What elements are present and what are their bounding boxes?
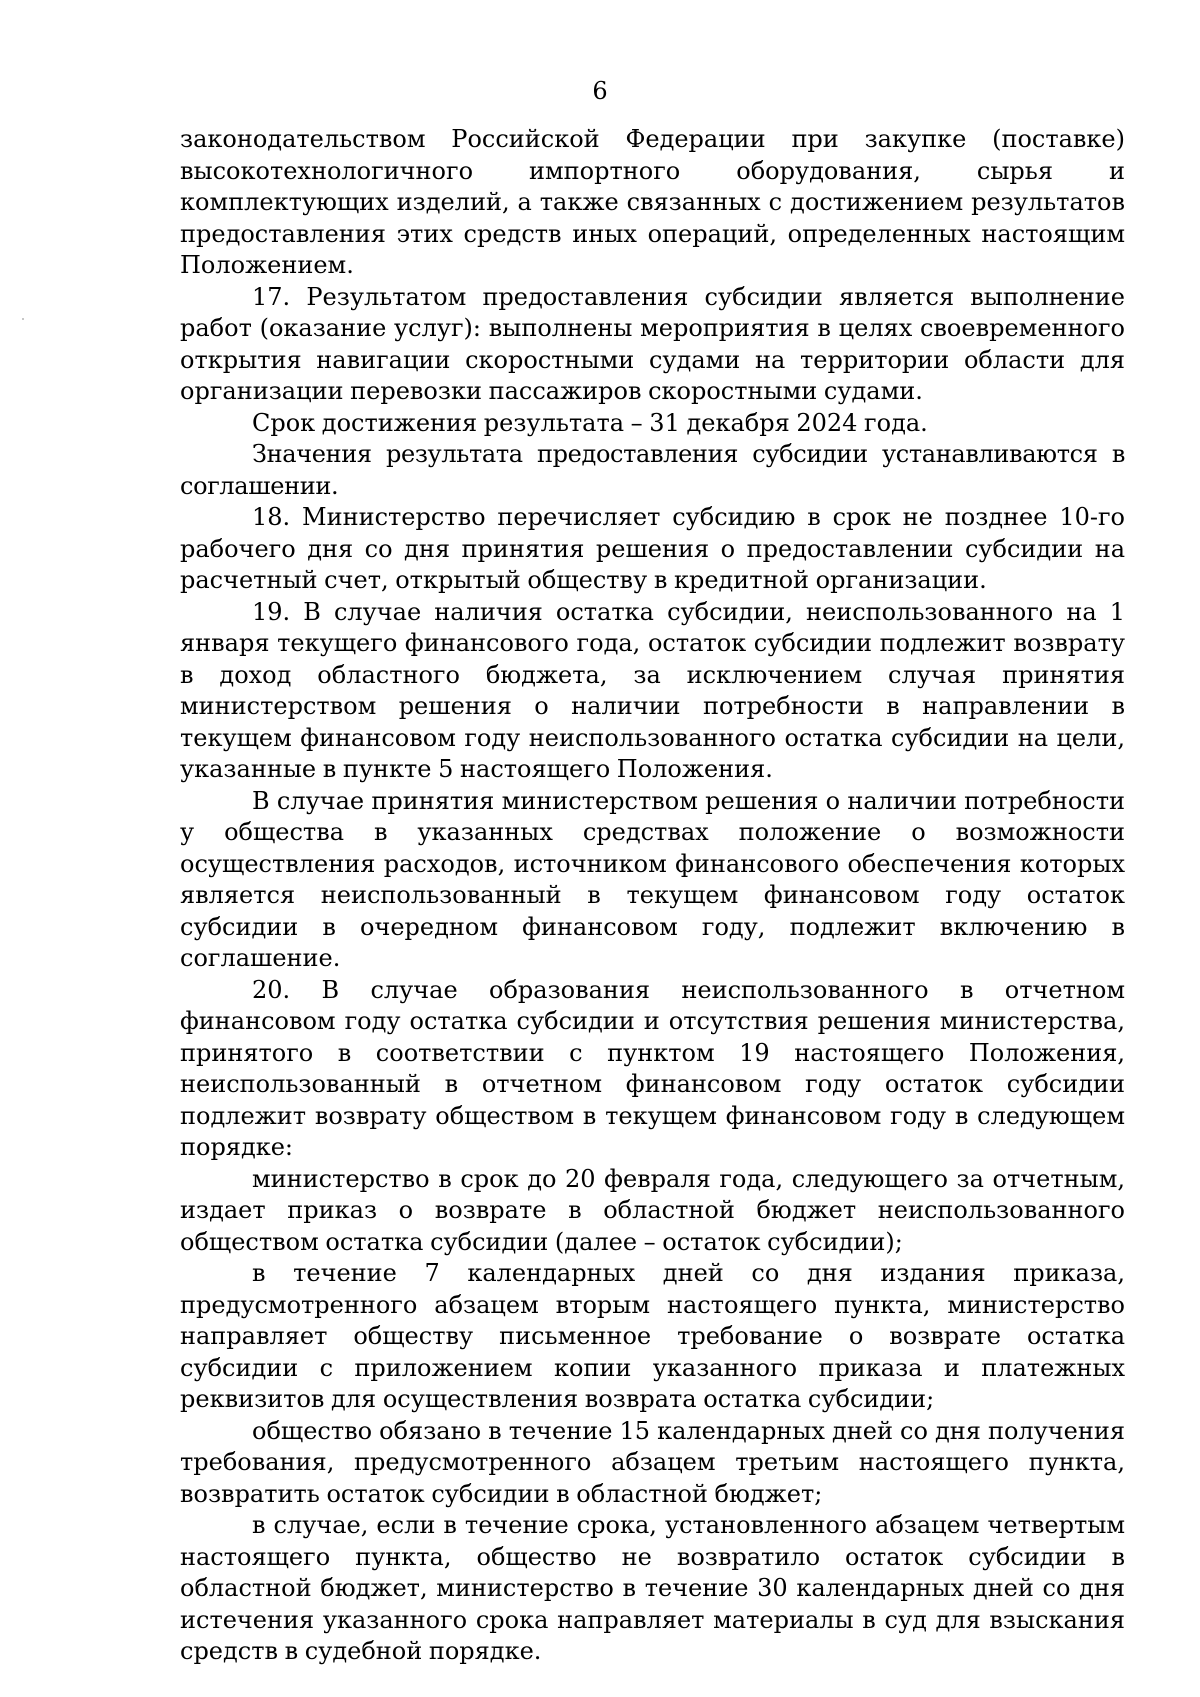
paragraph-19: 19. В случае наличия остатка субсидии, неиспользованного на 1 января текущего финансового года, остаток субсидии подлежит возврату в доход областного бюджета, за исключением случая принятия министерством решения о наличии потребности в направлении в текущем финансовом году неиспользованного остатка субсидии на цели, указанные в пункте 5 настоящего Положения.	[180, 597, 1125, 783]
paragraph-19-decision: В случае принятия министерством решения о наличии потребности у общества в указанных средствах положение о возможности осуществления расходов, источником финансового обеспечения которых является неиспользованный в текущем финансовом году остаток субсидии в очередном финансовом году, подлежит включению в соглашение.	[180, 786, 1125, 972]
document-body	[180, 124, 1125, 1668]
paragraph-20-requirement: в течение 7 календарных дней со дня издания приказа, предусмотренного абзацем вторым настоящего пункта, министерство направляет обществу письменное требование о возврате остатка субсидии с приложением копии указанного приказа и платежных реквизитов для осуществления возврата остатка субсидии;	[180, 1259, 1125, 1413]
paragraph-18: 18. Министерство перечисляет субсидию в срок не позднее 10-го рабочего дня со дня принятия решения о предоставлении субсидии на расчетный счет, открытый обществу в кредитной организации.	[180, 503, 1125, 594]
paragraph-20-return: общество обязано в течение 15 календарных дней со дня получения требования, предусмотренного абзацем третьим настоящего пункта, возвратить остаток субсидии в областной бюджет;	[180, 1416, 1125, 1508]
scan-speck	[22, 318, 24, 320]
paragraph-deadline: Срок достижения результата – 31 декабря 2024 года.	[252, 408, 928, 437]
page-number: 6	[592, 77, 608, 105]
paragraph-20-court: в случае, если в течение срока, установленного абзацем четвертым настоящего пункта, общество не возвратило остаток субсидии в областной бюджет, министерство в течение 30 календарных дней со дня истечения указанного срока направляет материалы в суд для взыскания средств в судебной порядке.	[180, 1511, 1125, 1665]
paragraph-20-order: министерство в срок до 20 февраля года, следующего за отчетным, издает приказ о возврате в областной бюджет неиспользованного обществом остатка субсидии (далее – остаток субсидии);	[180, 1164, 1125, 1256]
paragraph-result-values: Значения результата предоставления субсидии устанавливаются в соглашении.	[180, 440, 1125, 500]
paragraph-17: 17. Результатом предоставления субсидии является выполнение работ (оказание услуг): выполнены мероприятия в целях своевременного открытия навигации скоростными судами на территории области для организации перевозки пассажиров скоростными судами.	[180, 282, 1125, 405]
paragraph-20: 20. В случае образования неиспользованного в отчетном финансовом году остатка субсидии и отсутствия решения министерства, принятого в соответствии с пунктом 19 настоящего Положения, неиспользованный в отчетном финансовом году остаток субсидии подлежит возврату обществом в текущем финансовом году в следующем порядке:	[180, 975, 1125, 1161]
paragraph-continuation: законодательством Российской Федерации при закупке (поставке) высокотехнологичного импортного оборудования, сырья и комплектующих изделий, а также связанных с достижением результатов предоставления этих средств иных операций, определенных настоящим Положением.	[180, 125, 1125, 279]
